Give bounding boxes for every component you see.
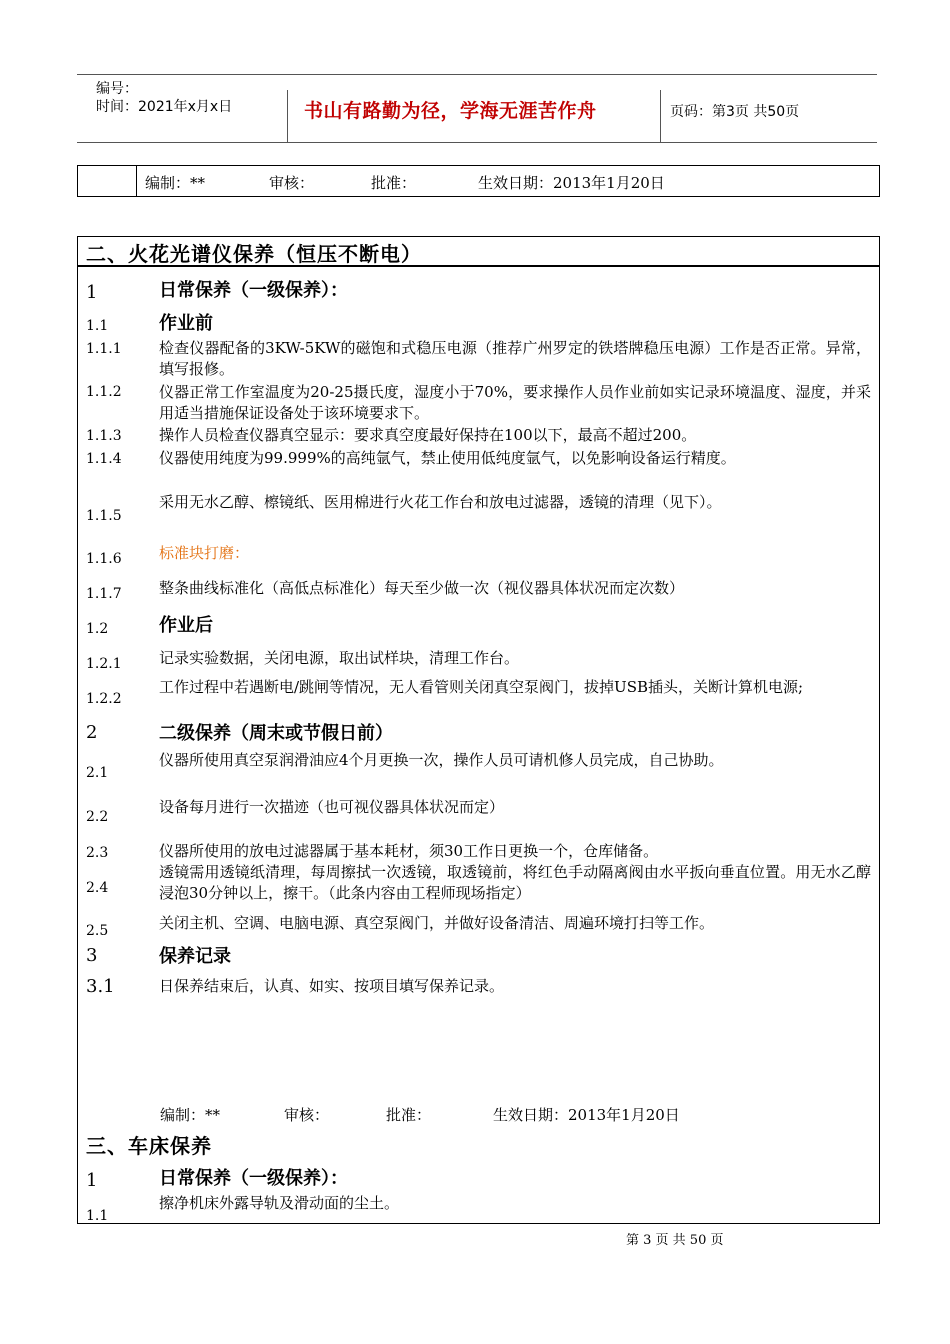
page-footer: 第 3 页 共 50 页 — [626, 1233, 724, 1248]
item-text: 透镜需用透镜纸清理，每周擦拭一次透镜，取透镜前，将红色手动隔离阀由水平扳向垂直位置。用无水乙醇浸泡30分钟以上，擦干。（此条内容由工程师现场指定） — [159, 863, 871, 902]
item-number: 1.1 — [86, 1208, 109, 1224]
item-number: 1.1 — [86, 318, 109, 334]
item-text: 仪器使用纯度为99.999%的高纯氩气，禁止使用低纯度氩气，以免影响设备运行精度。 — [159, 449, 736, 467]
item-text: 操作人员检查仪器真空显示：要求真空度最好保持在100以下，最高不超过200。 — [159, 426, 697, 444]
item-text: 工作过程中若遇断电/跳闸等情况，无人看管则关闭真空泵阀门，拔掉USB插头，关断计算机电源; — [159, 678, 804, 696]
section-3-title: 三、车床保养 — [86, 1134, 212, 1158]
item-number: 1 — [86, 1170, 98, 1191]
header-bottom-rule — [77, 142, 877, 143]
page-number-label: 页码：第3页 共50页 — [670, 104, 800, 120]
sign-author: 编制：** — [160, 1106, 221, 1124]
item-number: 1.2.1 — [86, 656, 122, 672]
sign-effective-date: 生效日期：2013年1月20日 — [493, 1106, 680, 1124]
item-text: 擦净机床外露导轨及滑动面的尘土。 — [159, 1194, 400, 1212]
item-heading: 日常保养（一级保养）： — [159, 1168, 348, 1189]
sign-review: 审核： — [269, 174, 315, 192]
header-motto: 书山有路勤为径，学海无涯苦作舟 — [304, 100, 597, 122]
doc-code-label: 编号： — [96, 81, 138, 97]
item-text: 关闭主机、空调、电脑电源、真空泵阀门，并做好设备清洁、周遍环境打扫等工作。 — [159, 914, 715, 932]
item-heading: 作业前 — [159, 313, 213, 334]
item-number: 1.1.6 — [86, 551, 122, 567]
item-number: 1.1.1 — [86, 341, 122, 357]
item-number: 2.4 — [86, 880, 109, 896]
header-divider-left — [287, 90, 288, 142]
header-divider-right — [660, 90, 661, 142]
item-number: 1.1.7 — [86, 586, 122, 602]
item-number: 2 — [86, 722, 98, 743]
doc-time-label: 时间：2021年x月x日 — [96, 99, 233, 115]
item-number: 2.5 — [86, 923, 109, 939]
item-number: 2.2 — [86, 809, 109, 825]
item-text: 采用无水乙醇、檫镜纸、医用棉进行火花工作台和放电过滤器，透镜的清理（见下）。 — [159, 493, 722, 511]
item-text: 检查仪器配备的3KW-5KW的磁饱和式稳压电源（推荐广州罗定的铁塔牌稳压电源）工作是否正常。异常，填写报修。 — [159, 339, 871, 378]
item-number: 3.1 — [86, 976, 115, 997]
item-heading: 作业后 — [159, 615, 213, 636]
sign-table-empty-cell — [78, 166, 137, 196]
item-text: 设备每月进行一次描迹（也可视仪器具体状况而定） — [159, 798, 505, 816]
item-text: 仪器所使用真空泵润滑油应4个月更换一次，操作人员可请机修人员完成，自己协助。 — [159, 751, 724, 769]
item-heading: 二级保养（周末或节假日前） — [159, 723, 393, 744]
sign-review: 审核： — [284, 1106, 330, 1124]
item-text: 仪器所使用的放电过滤器属于基本耗材，须30工作日更换一个，仓库储备。 — [159, 842, 659, 860]
item-number: 1.1.3 — [86, 428, 122, 444]
sign-effective-date: 生效日期：2013年1月20日 — [478, 174, 665, 192]
item-heading: 日常保养（一级保养）： — [159, 280, 348, 301]
sign-approve: 批准： — [371, 174, 417, 192]
item-number: 1 — [86, 282, 98, 303]
item-number: 1.2.2 — [86, 691, 122, 707]
header-top-rule — [77, 74, 877, 75]
sign-author: 编制：** — [145, 174, 206, 192]
item-number: 1.1.5 — [86, 508, 122, 524]
item-heading: 保养记录 — [159, 946, 231, 967]
item-number: 2.1 — [86, 765, 109, 781]
item-number: 1.1.4 — [86, 451, 122, 467]
item-text: 记录实验数据，关闭电源，取出试样块，清理工作台。 — [159, 649, 520, 667]
item-text: 仪器正常工作室温度为20-25摄氏度，湿度小于70%，要求操作人员作业前如实记录环境温度、湿度，并采用适当措施保证设备处于该环境要求下。 — [159, 383, 871, 422]
section-2-title: 二、火花光谱仪保养（恒压不断电） — [86, 242, 422, 266]
item-text-highlight: 标准块打磨： — [159, 544, 250, 562]
item-text: 整条曲线标准化（高低点标准化）每天至少做一次（视仪器具体状况而定次数） — [159, 579, 685, 597]
item-text: 日保养结束后，认真、如实、按项目填写保养记录。 — [159, 977, 505, 995]
sign-approve: 批准： — [386, 1106, 432, 1124]
item-number: 2.3 — [86, 845, 109, 861]
item-number: 1.2 — [86, 621, 109, 637]
item-number: 3 — [86, 945, 98, 966]
item-number: 1.1.2 — [86, 384, 122, 400]
